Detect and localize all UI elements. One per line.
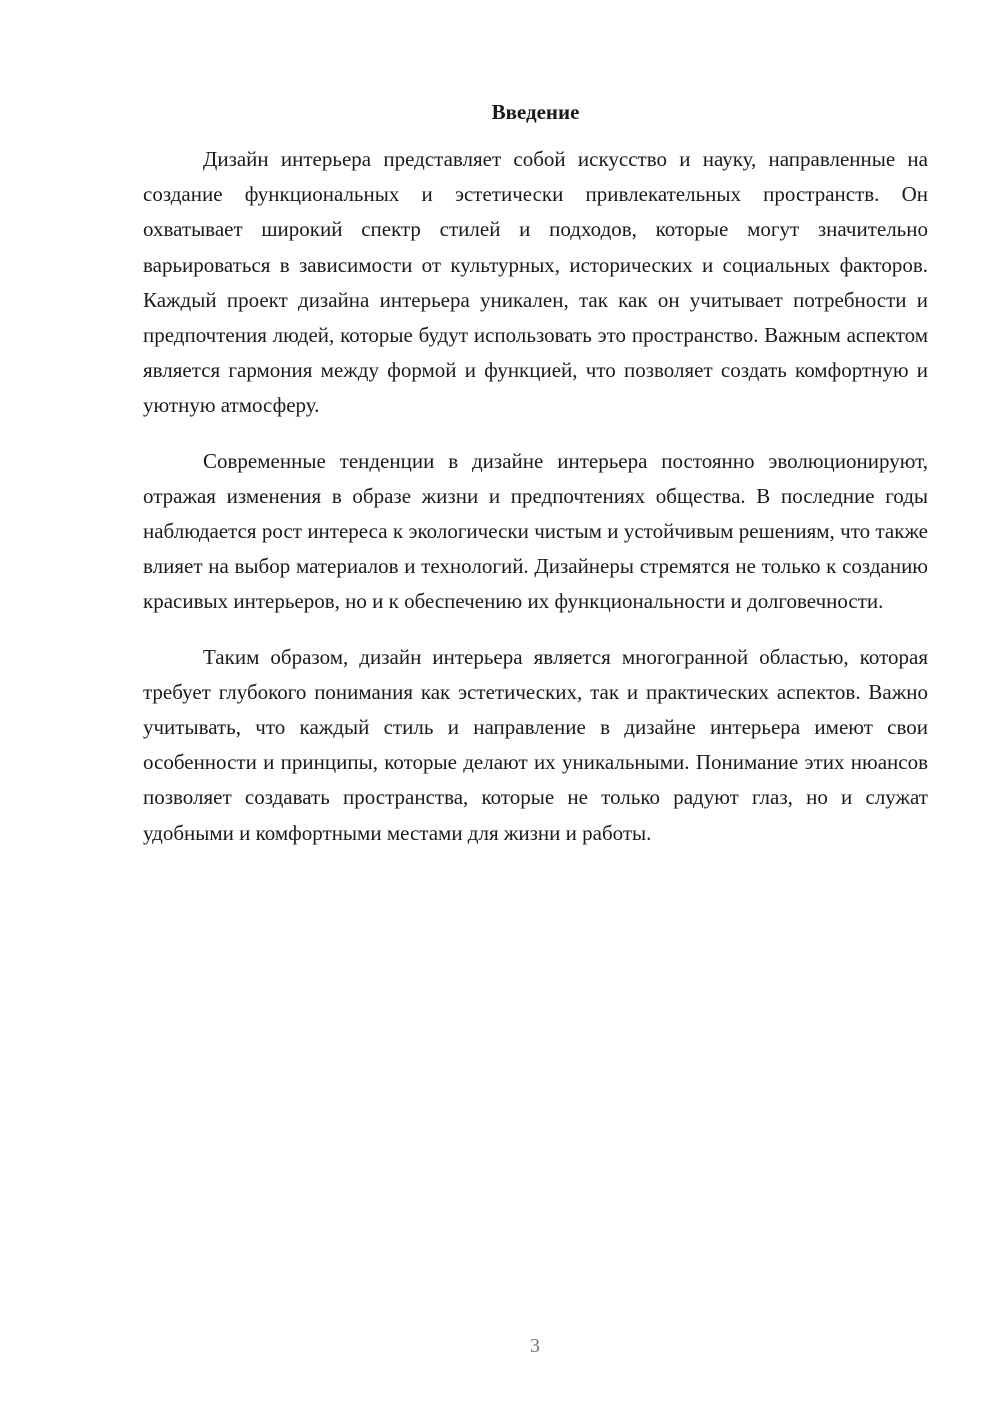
page-number: 3 (530, 1335, 540, 1357)
page-title: Введение (491, 100, 580, 124)
body-text (143, 142, 928, 871)
paragraph-1: Дизайн интерьера представляет собой искусство и науку, направленные на создание функциональных и эстетически привлекательных пространств. Он охватывает широкий спектр стилей и подходов, которые могут значительно варьироваться в зависимости от культурных, исторических и социальных факторов. Каждый проект дизайна интерьера уникален, так как он учитывает потребности и предпочтения людей, которые будут использовать это пространство. Важным аспектом является гармония между формой и функцией, что позволяет создать комфортную и уютную атмосферу. (143, 147, 928, 418)
paragraph-3: Таким образом, дизайн интерьера является многогранной областью, которая требует глубокого понимания как эстетических, так и практических аспектов. Важно учитывать, что каждый стиль и направление в дизайне интерьера имеют свои особенности и принципы, которые делают их уникальными. Понимание этих нюансов позволяет создавать пространства, которые не только радуют глаз, но и служат удобными и комфортными местами для жизни и работы. (143, 644, 928, 845)
paragraph-2: Современные тенденции в дизайне интерьера постоянно эволюционируют, отражая изменения в образе жизни и предпочтениях общества. В последние годы наблюдается рост интереса к экологически чистым и устойчивым решениям, что также влияет на выбор материалов и технологий. Дизайнеры стремятся не только к созданию красивых интерьеров, но и к обеспечению их функциональности и долговечности. (143, 448, 928, 614)
